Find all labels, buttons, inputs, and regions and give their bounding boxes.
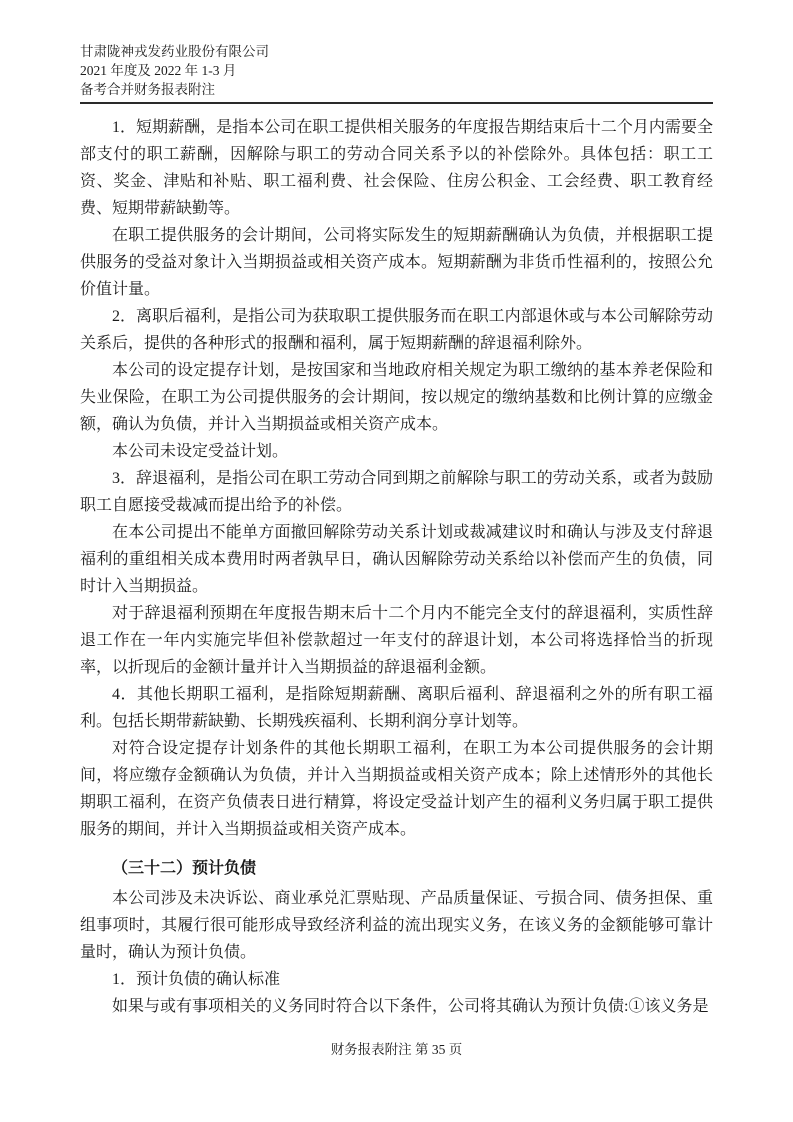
body-paragraph: 本公司的设定提存计划，是按国家和当地政府相关规定为职工缴纳的基本养老保险和失业保险，在职工为公司提供服务的会计期间，按以规定的缴纳基数和比例计算的应缴金额，确认为负债，并计入当期损益或相关资产成本。 xyxy=(80,362,713,433)
section-heading: （三十二）预计负债 xyxy=(112,860,257,877)
body-paragraph: 1．短期薪酬，是指本公司在职工提供相关服务的年度报告期结束后十二个月内需要全部支付的职工薪酬，因解除与职工的劳动合同关系予以的补偿除外。具体包括：职工工资、奖金、津贴和补贴、职工福利费、社会保险、住房公积金、工会经费、职工教育经费、短期带薪缺勤等。 xyxy=(80,119,713,217)
body-paragraph: 如果与或有事项相关的义务同时符合以下条件，公司将其确认为预计负债:①该义务是 xyxy=(112,998,709,1015)
header-document-title: 备考合并财务报表附注 xyxy=(80,82,215,97)
body-paragraph: 4．其他长期职工福利，是指除短期薪酬、离职后福利、辞退福利之外的所有职工福利。包括长期带薪缺勤、长期残疾福利、长期利润分享计划等。 xyxy=(80,686,713,730)
document-body xyxy=(80,114,713,1020)
body-paragraph: 本公司涉及未决诉讼、商业承兑汇票贴现、产品质量保证、亏损合同、债务担保、重组事项时，其履行很可能形成导致经济利益的流出现实义务，在该义务的金额能够可靠计量时，确认为预计负债。 xyxy=(80,890,713,961)
body-paragraph: 2．离职后福利，是指公司为获取职工提供服务而在职工内部退休或与本公司解除劳动关系后，提供的各种形式的报酬和福利，属于短期薪酬的辞退福利除外。 xyxy=(80,308,713,352)
header-report-period: 2021 年度及 2022 年 1-3 月 xyxy=(80,63,237,78)
body-paragraph: 在本公司提出不能单方面撤回解除劳动关系计划或裁减建议时和确认与涉及支付辞退福利的重组相关成本费用时两者孰早日，确认因解除劳动关系给以补偿而产生的负债，同时计入当期损益。 xyxy=(80,524,713,595)
footer-page-label: 财务报表附注 第 35 页 xyxy=(330,1042,463,1057)
body-paragraph: 对符合设定提存计划条件的其他长期职工福利，在职工为本公司提供服务的会计期间，将应缴存金额确认为负债，并计入当期损益或相关资产成本；除上述情形外的其他长期职工福利，在资产负债表日进行精算，将设定受益计划产生的福利义务归属于职工提供服务的期间，并计入当期损益或相关资产成本。 xyxy=(80,740,713,838)
body-paragraph: 3．辞退福利，是指公司在职工劳动合同到期之前解除与职工的劳动关系，或者为鼓励职工自愿接受裁减而提出给予的补偿。 xyxy=(80,470,713,514)
page-footer xyxy=(0,1038,793,1058)
body-paragraph: 在职工提供服务的会计期间，公司将实际发生的短期薪酬确认为负债，并根据职工提供服务的受益对象计入当期损益或相关资产成本。短期薪酬为非货币性福利的，按照公允价值计量。 xyxy=(80,227,713,298)
body-paragraph: 1．预计负债的确认标准 xyxy=(112,971,281,988)
document-header xyxy=(80,0,713,99)
body-paragraph: 对于辞退福利预期在年度报告期末后十二个月内不能完全支付的辞退福利，实质性辞退工作在一年内实施完毕但补偿款超过一年支付的辞退计划，本公司将选择恰当的折现率，以折现后的金额计量并计入当期损益的辞退福利金额。 xyxy=(80,605,713,676)
header-company-name: 甘肃陇神戎发药业股份有限公司 xyxy=(80,44,269,59)
header-divider xyxy=(80,102,713,104)
body-paragraph: 本公司未设定受益计划。 xyxy=(112,443,289,460)
page-content xyxy=(80,0,713,1020)
